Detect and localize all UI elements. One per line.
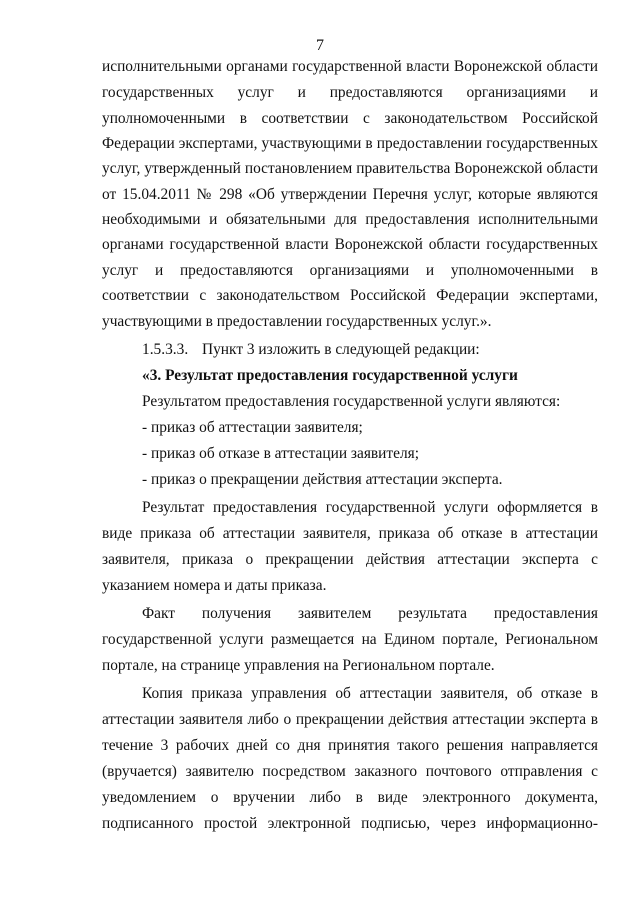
text-line: течение 3 рабочих дней со дня принятия такого решения направляется	[102, 737, 598, 754]
section-heading: «3. Результат предоставления государственной услуги	[142, 367, 518, 384]
text-line: заявителя, приказа о прекращении действия аттестации эксперта с	[102, 551, 598, 568]
text-line: услуг и предоставляются организациями и уполномоченными в	[102, 262, 598, 279]
text-line: участвующими в предоставлении государственных услуг.».	[102, 313, 492, 330]
text-line: уведомлением о вручении либо в виде электронного документа,	[102, 789, 598, 806]
text-line: аттестации заявителя либо о прекращении действия аттестации эксперта в	[102, 711, 598, 728]
paragraph-first-line: Копия приказа управления об аттестации заявителя, об отказе в	[142, 685, 598, 702]
clause-line	[142, 340, 598, 360]
text-line: государственных услуг и предоставляются организациями и	[102, 84, 598, 101]
page-number: 7	[316, 37, 324, 54]
text-line: исполнительными органами государственной власти Воронежской области	[102, 58, 598, 75]
paragraph-first-line: Факт получения заявителем результата предоставления	[142, 605, 598, 622]
list-item: - приказ о прекращении действия аттестации эксперта.	[142, 471, 503, 488]
text-line: Федерации экспертами, участвующими в предоставлении государственных	[102, 135, 598, 152]
text-line: соответствии с законодательством Российской Федерации экспертами,	[102, 287, 598, 304]
text-line: необходимыми и обязательными для предоставления исполнительными	[102, 211, 598, 228]
text-line: Результатом предоставления государственной услуги являются:	[142, 393, 561, 410]
text-line: услуг, утвержденный постановлением правительства Воронежской области	[102, 160, 598, 177]
text-line: подписанного простой электронной подписью, через информационно-	[102, 815, 598, 832]
text-line: портале, на странице управления на Региональном портале.	[102, 657, 495, 674]
text-line: виде приказа об аттестации заявителя, приказа об отказе в аттестации	[102, 525, 598, 542]
list-item: - приказ об отказе в аттестации заявителя;	[142, 445, 420, 462]
paragraph-first-line: Результат предоставления государственной услуги оформляется в	[142, 499, 598, 516]
text-line: от 15.04.2011 № 298 «Об утверждении Перечня услуг, которые являются	[102, 186, 598, 203]
text-line: государственной услуги размещается на Едином портале, Региональном	[102, 631, 598, 648]
text-line: органами государственной власти Воронежской области государственных	[102, 236, 598, 253]
list-item: - приказ об аттестации заявителя;	[142, 419, 363, 436]
text-line: (вручается) заявителю посредством заказного почтового отправления с	[102, 763, 598, 780]
text-line: уполномоченными в соответствии с законодательством Российской	[102, 110, 598, 127]
text-line: указанием номера и даты приказа.	[102, 577, 327, 594]
clause-text: Пункт 3 изложить в следующей редакции:	[202, 341, 480, 358]
clause-number: 1.5.3.3.	[142, 341, 189, 358]
